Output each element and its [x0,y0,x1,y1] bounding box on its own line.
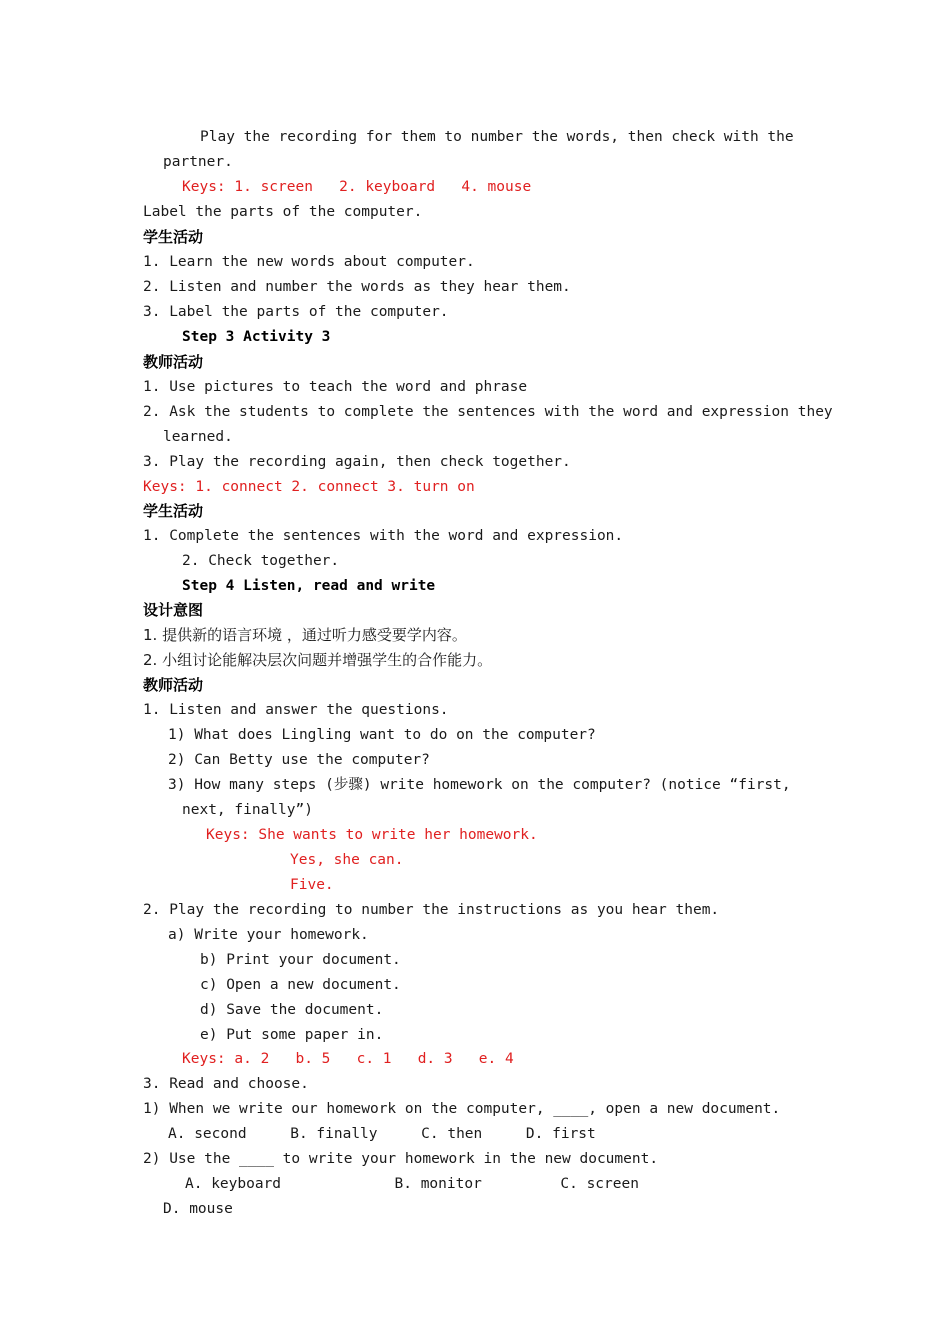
answer-key: Keys: a. 2 b. 5 c. 1 d. 3 e. 4 [182,1051,514,1067]
section-heading: 学生活动 [143,502,204,520]
list-item: 2. 小组讨论能解决层次问题并增强学生的合作能力。 [143,651,493,669]
step-heading: Step 4 Listen, read and write [182,578,436,594]
text-line: Play the recording for them to number the words, then check with the [200,129,794,145]
options: A. second B. finally C. then D. first [168,1126,596,1142]
section-heading: 教师活动 [143,676,204,694]
list-item: 3. Read and choose. [143,1076,309,1092]
question: 2) Use the ____ to write your homework in the new document. [143,1151,659,1167]
question: 3) How many steps (步骤) write homework on the computer? (notice “first, [168,777,791,793]
list-item: 3. Label the parts of the computer. [143,304,449,320]
answer-key: Yes, she can. [290,852,404,868]
list-item: 2. Ask the students to complete the sentences with the word and expression they [143,404,833,420]
list-item: 2. Play the recording to number the instructions as you hear them. [143,902,720,918]
instruction-item: e) Put some paper in. [200,1027,384,1043]
step-heading: Step 3 Activity 3 [182,329,331,345]
question: 2) Can Betty use the computer? [168,752,430,768]
options: D. mouse [163,1201,233,1217]
list-item: 1. Listen and answer the questions. [143,702,449,718]
text-line: next, finally”) [182,802,313,818]
question: 1) What does Lingling want to do on the computer? [168,727,596,743]
instruction-item: b) Print your document. [200,952,401,968]
text-line: learned. [163,429,233,445]
instruction-item: d) Save the document. [200,1002,384,1018]
text-line: partner. [163,154,233,170]
answer-key: Five. [290,877,334,893]
text-line: Label the parts of the computer. [143,204,423,220]
section-heading: 教师活动 [143,353,204,371]
list-item: 1. 提供新的语言环境 ，通过听力感受要学内容。 [143,626,467,644]
list-item: 2. Listen and number the words as they hear them. [143,279,571,295]
options: A. keyboard B. monitor C. screen [185,1176,639,1192]
list-item: 1. Learn the new words about computer. [143,254,475,270]
question: 1) When we write our homework on the computer, ____, open a new document. [143,1101,781,1117]
answer-key: Keys: 1. screen 2. keyboard 4. mouse [182,179,532,195]
list-item: 2. Check together. [182,553,340,569]
section-heading: 学生活动 [143,228,204,246]
answer-key: Keys: She wants to write her homework. [206,827,538,843]
section-heading: 设计意图 [143,601,204,619]
instruction-item: c) Open a new document. [200,977,401,993]
answer-key: Keys: 1. connect 2. connect 3. turn on [143,479,475,495]
list-item: 1. Complete the sentences with the word and expression. [143,528,624,544]
list-item: 3. Play the recording again, then check together. [143,454,571,470]
instruction-item: a) Write your homework. [168,927,369,943]
list-item: 1. Use pictures to teach the word and phrase [143,379,528,395]
